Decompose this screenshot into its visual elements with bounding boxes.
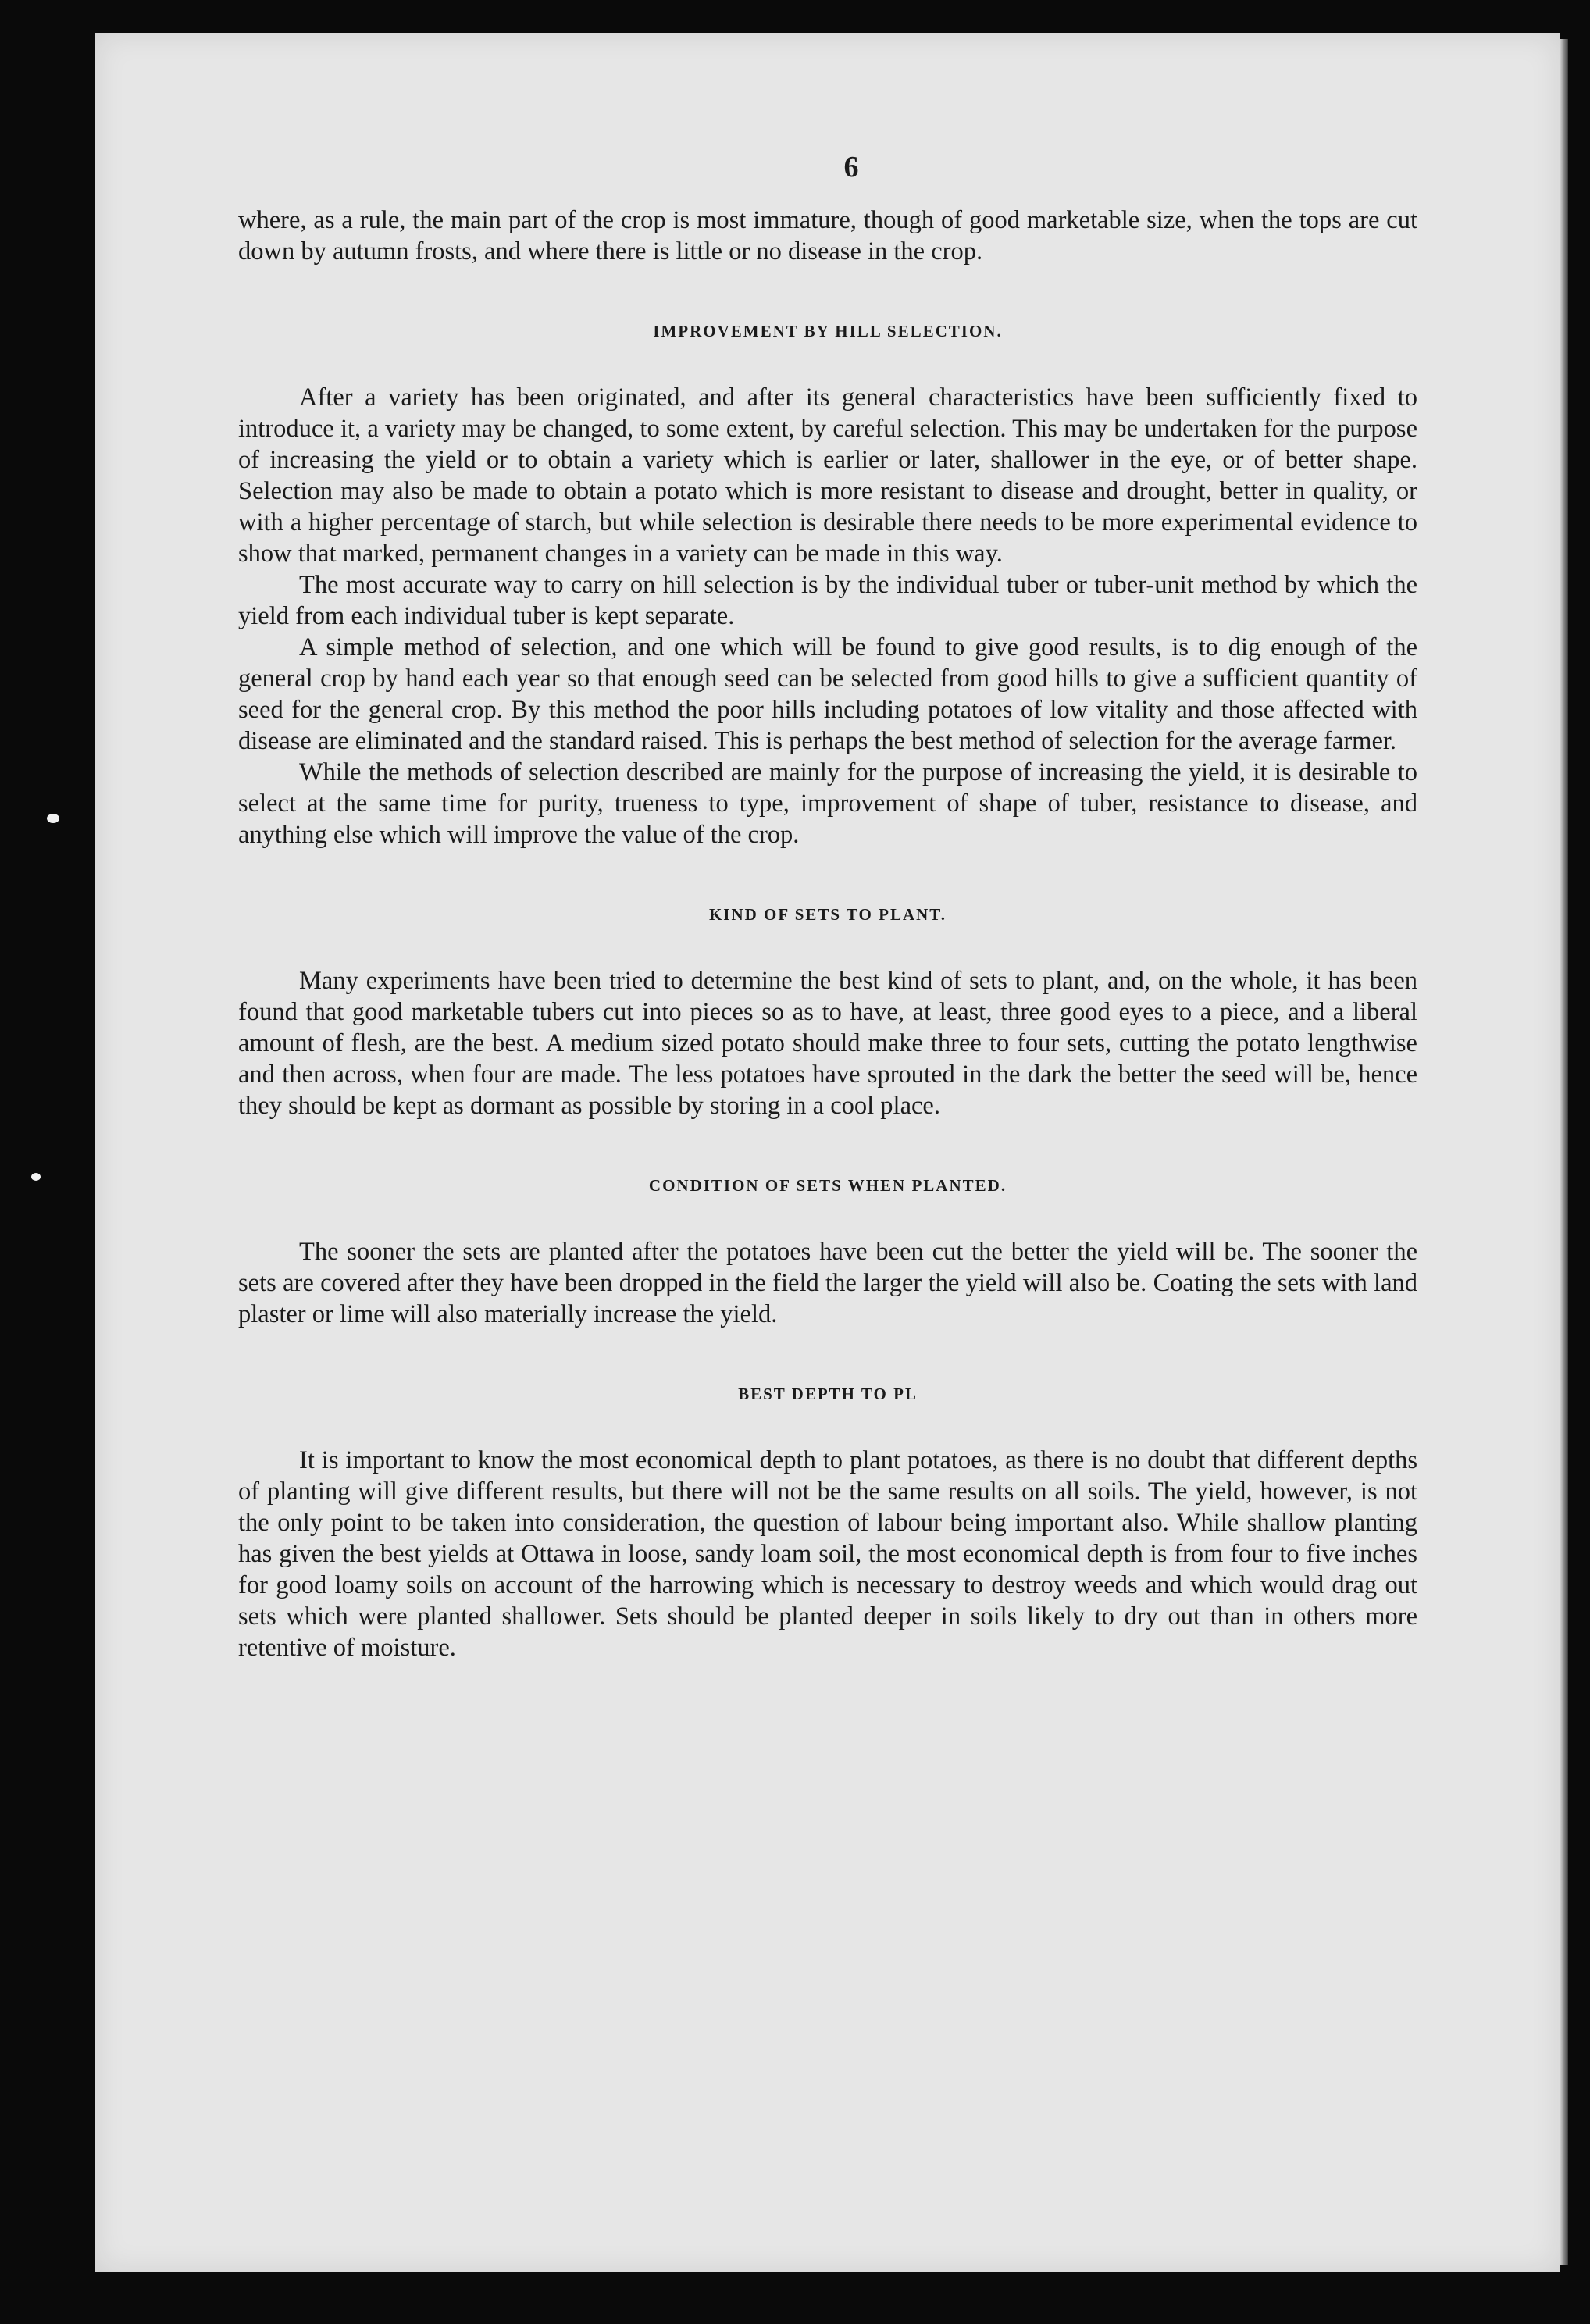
paragraph: The sooner the sets are planted after the potatoes have been cut the better the yield will be. The sooner the sets are covered after they have been dropped in the field the larger the yield will also be. Coating the sets with land plaster or lime will also materially increase the yield. — [238, 1238, 1417, 1328]
scan-speck — [47, 814, 59, 823]
section-heading: CONDITION OF SETS WHEN PLANTED. — [648, 1176, 1007, 1195]
page-content — [238, 150, 1417, 1663]
scan-speck — [31, 1173, 41, 1181]
section-kind-of-sets — [238, 905, 1417, 1121]
paragraph: It is important to know the most economical depth to plant potatoes, as there is no doubt that different depths of planting will give different results, but there will not be the same results on all soils. The yield, however, is not the only point to be taken into consideration, the question of labour being important also. While shallow planting has given the best yields at Ottawa in loose, sandy loam soil, the most economical depth is from four to five inches for good loamy soils on account of the harrowing which is necessary to destroy weeds and which would drag out sets which were planted shallower. Sets should be planted deeper in soils likely to dry out than in others more retentive of moisture. — [238, 1446, 1417, 1662]
section-condition-of-sets — [238, 1176, 1417, 1330]
binding-edge — [1560, 39, 1568, 2265]
section-hill-selection — [238, 322, 1417, 850]
intro-paragraph: where, as a rule, the main part of the crop is most immature, though of good marketable size, when the tops are cut down by autumn frosts, and where there is little or no disease in the crop. — [238, 206, 1417, 266]
section-heading: KIND OF SETS TO PLANT. — [708, 905, 947, 924]
page-number: 6 — [843, 151, 859, 184]
section-heading: IMPROVEMENT BY HILL SELECTION. — [653, 322, 1003, 340]
paragraph: Many experiments have been tried to determine the best kind of sets to plant, and, on the whole, it has been found that good marketable tubers cut into pieces so as to have, at least, three good eyes to a piece, and a liberal amount of flesh, are the best. A medium sized potato should make three to four sets, cutting the potato lengthwise and then across, when four are made. The less potatoes have sprouted in the dark the better the seed will be, hence they should be kept as dormant as possible by storing in a cool place. — [238, 967, 1417, 1120]
section-heading: BEST DEPTH TO PL — [738, 1385, 918, 1403]
paragraph: A simple method of selection, and one which will be found to give good results, is to dig enough of the general crop by hand each year so that enough seed can be selected from good hills to give a sufficient quantity of seed for the general crop. By this method the poor hills including potatoes of low vitality and those affected with disease are eliminated and the standard raised. This is perhaps the best method of selection for the average farmer. — [238, 633, 1417, 755]
paragraph: After a variety has been originated, and after its general characteristics have been sufficiently fixed to introduce it, a variety may be changed, to some extent, by careful selection. This may be undertaken for the purpose of increasing the yield or to obtain a variety which is earlier or later, shallower in the eye, or of better shape. Selection may also be made to obtain a potato which is more resistant to disease and drought, better in quality, or with a higher percentage of starch, but while selection is desirable there needs to be more experimental evidence to show that marked, permanent changes in a variety can be made in this way. — [238, 383, 1417, 568]
paragraph: While the methods of selection described are mainly for the purpose of increasing the yield, it is desirable to select at the same time for purity, trueness to type, improvement of shape of tuber, resistance to disease, and anything else which will improve the value of the crop. — [238, 758, 1417, 849]
paragraph: The most accurate way to carry on hill selection is by the individual tuber or tuber-unit method by which the yield from each individual tuber is kept separate. — [238, 571, 1417, 630]
section-best-depth — [238, 1385, 1417, 1663]
